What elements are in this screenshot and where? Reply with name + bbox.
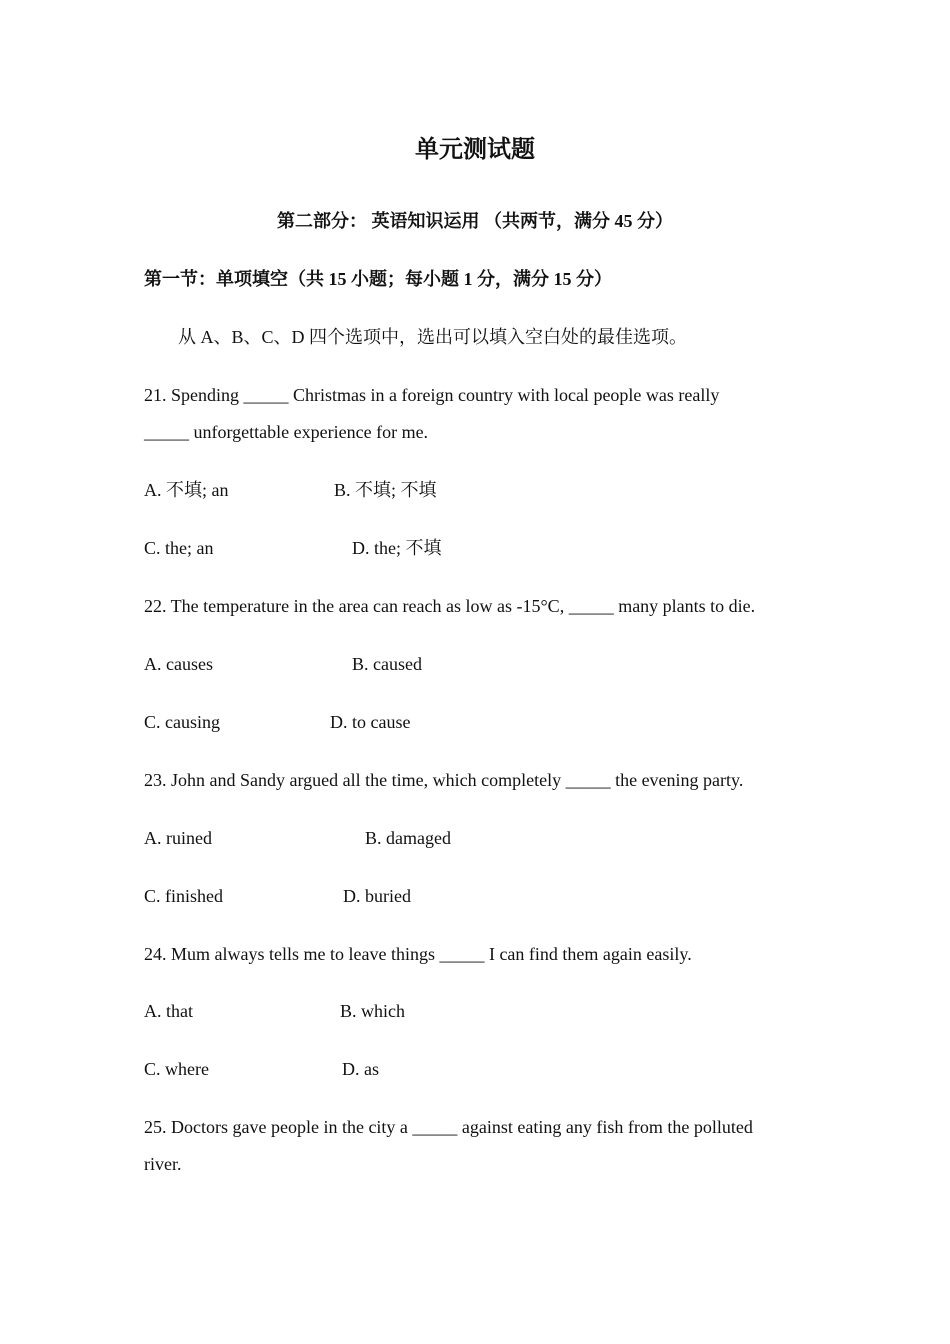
question-23-line-1: 23. John and Sandy argued all the time, which completely _____ the evening party. bbox=[144, 770, 744, 790]
question-23-option-b: B. damaged bbox=[365, 828, 451, 848]
question-22-line-1: 22. The temperature in the area can reach as low as -15°C, _____ many plants to die. bbox=[144, 596, 756, 616]
question-22-option-a: A. causes bbox=[144, 654, 213, 674]
question-24-option-b: B. which bbox=[340, 1001, 405, 1021]
question-24-line-1: 24. Mum always tells me to leave things _____ I can find them again easily. bbox=[144, 944, 692, 964]
question-21-option-d: D. the; 不填 bbox=[352, 538, 442, 558]
instruction-text: 从 A、B、C、D 四个选项中，选出可以填入空白处的最佳选项。 bbox=[178, 327, 688, 347]
question-24-option-c: C. where bbox=[144, 1059, 209, 1079]
question-24-option-d: D. as bbox=[342, 1059, 379, 1079]
question-24-option-a: A. that bbox=[144, 1001, 193, 1021]
question-23-option-a: A. ruined bbox=[144, 828, 212, 848]
question-23-option-d: D. buried bbox=[343, 886, 411, 906]
question-25-line-2: river. bbox=[144, 1154, 182, 1174]
question-21-line-2: _____ unforgettable experience for me. bbox=[144, 422, 429, 442]
part-heading: 第二部分： 英语知识运用 （共两节，满分 45 分） bbox=[277, 211, 673, 231]
section-heading: 第一节：单项填空（共 15 小题；每小题 1 分，满分 15 分） bbox=[144, 269, 612, 289]
question-25-line-1: 25. Doctors gave people in the city a _____ against eating any fish from the polluted bbox=[144, 1117, 753, 1137]
question-21-option-a: A. 不填; an bbox=[144, 480, 229, 500]
question-22-option-d: D. to cause bbox=[330, 712, 411, 732]
question-22-option-b: B. caused bbox=[352, 654, 422, 674]
question-21-option-c: C. the; an bbox=[144, 538, 214, 558]
question-22-option-c: C. causing bbox=[144, 712, 220, 732]
question-21-line-1: 21. Spending _____ Christmas in a foreign country with local people was really bbox=[144, 385, 720, 405]
question-23-option-c: C. finished bbox=[144, 886, 223, 906]
question-21-option-b: B. 不填; 不填 bbox=[334, 480, 437, 500]
document-title: 单元测试题 bbox=[415, 137, 535, 163]
